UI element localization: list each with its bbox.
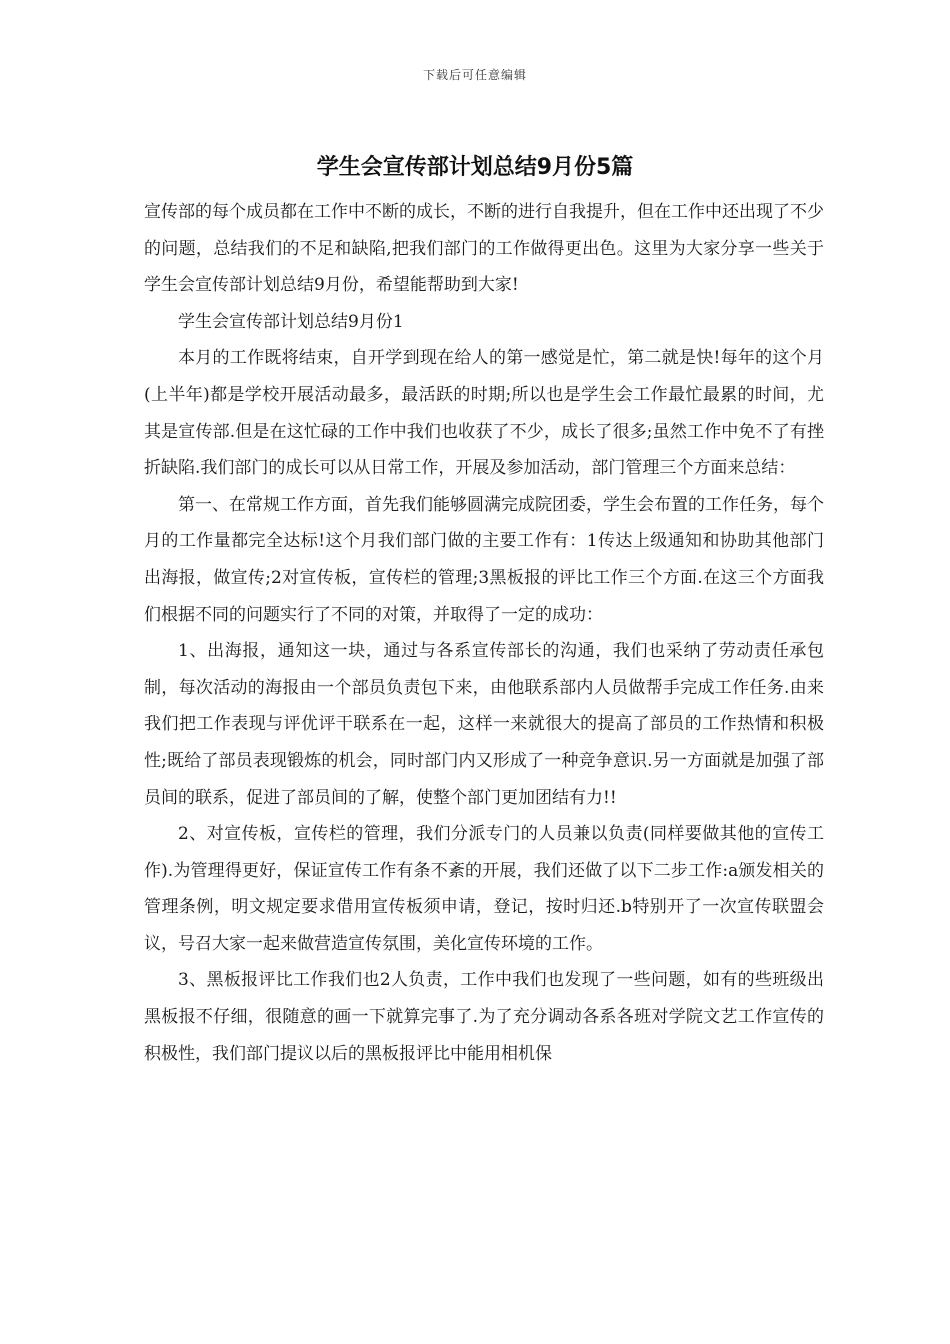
paragraph: 本月的工作既将结束，自开学到现在给人的第一感觉是忙，第二就是快!每年的这个月(上半年)都是学校开展活动最多，最活跃的时期;所以也是学生会工作最忙最累的时间，尤其是宣传部.但是在这忙碌的工作中我们也收获了不少，成长了很多;虽然工作中免不了有挫折缺陷.我们部门的成长可以从日常工作，开展及参加活动，部门管理三个方面来总结：	[144, 348, 824, 479]
document-body	[144, 194, 824, 1072]
paragraph-section-heading: 学生会宣传部计划总结9月份1	[178, 311, 404, 332]
document-title: 学生会宣传部计划总结9月份5篇	[316, 155, 634, 180]
paragraph-intro: 宣传部的每个成员都在工作中不断的成长，不断的进行自我提升，但在工作中还出现了不少的问题，总结我们的不足和缺陷,把我们部门的工作做得更出色。这里为大家分享一些关于学生会宣传部计划总结9月份，希望能帮助到大家!	[144, 202, 824, 296]
paragraph: 第一、在常规工作方面，首先我们能够圆满完成院团委，学生会布置的工作任务，每个月的工作量都完全达标!这个月我们部门做的主要工作有：1传达上级通知和协助其他部门出海报，做宣传;2对宣传板，宣传栏的管理;3黑板报的评比工作三个方面.在这三个方面我们根据不同的问题实行了不同的对策，并取得了一定的成功：	[144, 494, 824, 625]
paragraph: 1、出海报，通知这一块，通过与各系宣传部长的沟通，我们也采纳了劳动责任承包制，每次活动的海报由一个部员负责包下来，由他联系部内人员做帮手完成工作任务.由来我们把工作表现与评优评干联系在一起，这样一来就很大的提高了部员的工作热情和积极性;既给了部员表现锻炼的机会，同时部门内又形成了一种竞争意识.另一方面就是加强了部员间的联系，促进了部员间的了解，使整个部门更加团结有力!!	[144, 641, 824, 808]
paragraph: 2、对宣传板，宣传栏的管理，我们分派专门的人员兼以负责(同样要做其他的宣传工作).为管理得更好，保证宣传工作有条不紊的开展，我们还做了以下二步工作:a颁发相关的管理条例，明文规定要求借用宣传板须申请，登记，按时归还.b特别开了一次宣传联盟会议，号召大家一起来做营造宣传氛围，美化宣传环境的工作。	[144, 824, 824, 954]
paragraph: 3、黑板报评比工作我们也2人负责，工作中我们也发现了一些问题，如有的些班级出黑板报不仔细，很随意的画一下就算完事了.为了充分调动各系各班对学院文艺工作宣传的积极性，我们部门提议以后的黑板报评比中能用相机保	[144, 970, 824, 1064]
header-note: 下载后可任意编辑	[422, 68, 527, 82]
